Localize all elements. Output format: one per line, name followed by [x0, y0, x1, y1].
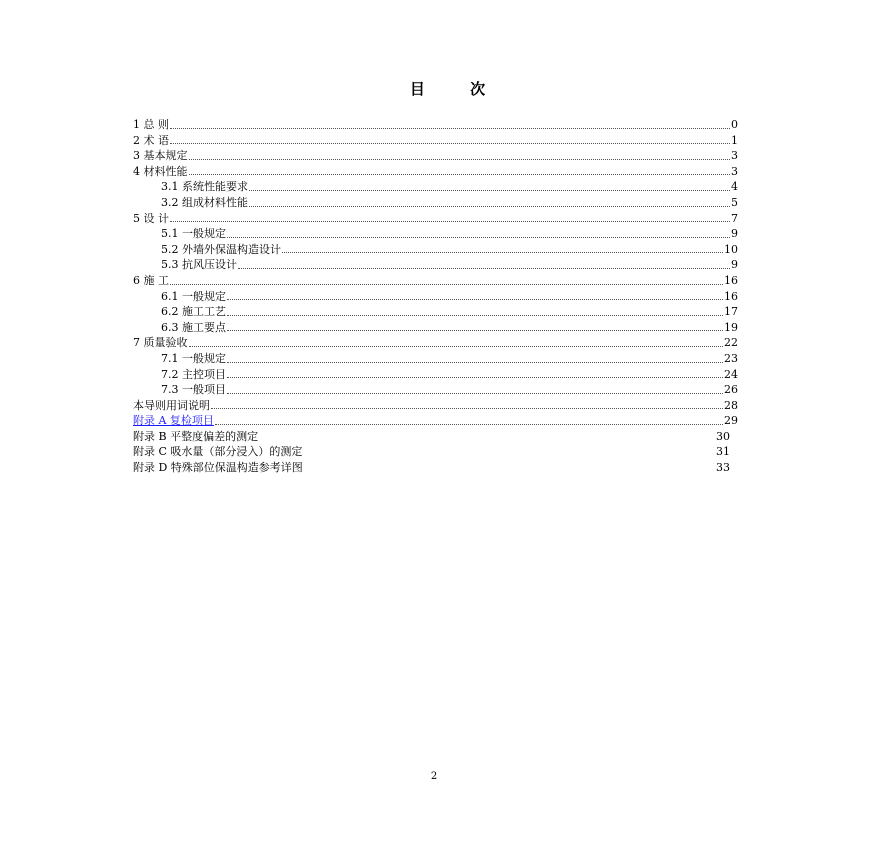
- dot-leader: [189, 159, 731, 160]
- toc-entry: [133, 460, 738, 476]
- toc-entry-page: 4: [731, 180, 738, 194]
- toc-entry-label: 附录 C 吸水量（部分浸入）的测定: [133, 445, 303, 459]
- toc-entry-label: 本导则用词说明: [133, 398, 210, 412]
- toc-entry-label: 6.1 一般规定: [161, 289, 226, 303]
- dot-leader: [170, 128, 730, 129]
- toc-title: 目 次: [409, 80, 506, 98]
- toc-entry-page: 19: [724, 320, 738, 334]
- toc-entry: [133, 148, 738, 164]
- toc-entry-label: 5.1 一般规定: [161, 227, 226, 241]
- toc-entry-page: 16: [724, 273, 738, 287]
- toc-entry-label: 6.3 施工要点: [161, 320, 226, 334]
- toc-entry-label: 3.2 组成材料性能: [161, 195, 248, 209]
- toc-entry-page: 9: [731, 258, 738, 272]
- toc-entry: [133, 367, 738, 383]
- toc-entry-label: 7.2 主控项目: [161, 367, 226, 381]
- toc-entry-page: 31: [716, 445, 730, 459]
- toc-entry-page: 16: [724, 289, 738, 303]
- dot-leader: [211, 408, 723, 409]
- toc-entry-page: 24: [724, 367, 738, 381]
- toc-entry: [133, 335, 738, 351]
- toc-entry-label: 7.1 一般规定: [161, 351, 226, 365]
- toc-entry-page: 28: [724, 398, 738, 412]
- dot-leader: [282, 252, 723, 253]
- dot-leader: [227, 362, 723, 363]
- toc-entry: [133, 117, 738, 133]
- toc-entry-page: 30: [716, 429, 730, 443]
- dot-leader: [227, 377, 723, 378]
- toc-entry: [133, 164, 738, 180]
- toc-entry: [133, 429, 738, 445]
- dot-leader: [227, 393, 723, 394]
- toc-entry: [133, 289, 738, 305]
- toc-entry: [133, 398, 738, 414]
- toc-entry: [133, 382, 738, 398]
- toc-entry-link[interactable]: 附录 A 复检项目: [133, 414, 214, 428]
- toc-entry-label: 3.1 系统性能要求: [161, 180, 248, 194]
- toc-entry-page: 9: [731, 227, 738, 241]
- toc-entry: [133, 179, 738, 195]
- toc-entry-page: 1: [731, 133, 738, 147]
- dot-leader: [170, 221, 730, 222]
- toc-entry-page: 0: [731, 118, 738, 131]
- toc-entry-label: 3 基本规定: [133, 149, 188, 163]
- dot-leader: [170, 143, 730, 144]
- toc-entry: [133, 273, 738, 289]
- toc-entry-label: 2 术 语: [133, 133, 169, 147]
- dot-leader: [189, 174, 731, 175]
- dot-leader: [227, 237, 730, 238]
- toc-entry: [133, 320, 738, 336]
- toc-entry-label: 1 总 则: [133, 118, 169, 131]
- toc-entry-page: 7: [731, 211, 738, 225]
- dot-leader: [227, 299, 723, 300]
- toc-entry-page: 26: [724, 383, 738, 397]
- page-number: 2: [430, 771, 438, 782]
- toc-entry-page: 23: [724, 351, 738, 365]
- dot-leader: [189, 346, 724, 347]
- toc-entry-label: 5.2 外墙外保温构造设计: [161, 242, 281, 256]
- toc-entry: [133, 195, 738, 211]
- dot-leader: [215, 424, 723, 425]
- dot-leader: [170, 284, 723, 285]
- toc-entry-page: 22: [724, 336, 738, 350]
- dot-leader: [227, 315, 723, 316]
- toc-entry-page: 17: [724, 305, 738, 319]
- toc-entry[interactable]: [133, 413, 738, 429]
- toc-entry: [133, 304, 738, 320]
- toc-entry-page: 10: [724, 242, 738, 256]
- toc-entry-page: 3: [731, 149, 738, 163]
- toc-entry-page: 33: [716, 461, 730, 475]
- toc-entry-label: 附录 B 平整度偏差的测定: [133, 429, 259, 443]
- toc-entry-page: 5: [731, 195, 738, 209]
- toc-entry-page: 3: [731, 164, 738, 178]
- table-of-contents: [133, 117, 738, 476]
- toc-entry-page: 29: [724, 414, 738, 428]
- dot-leader: [249, 206, 730, 207]
- toc-entry-label: 5.3 抗风压设计: [161, 258, 237, 272]
- toc-entry-label: 附录 D 特殊部位保温构造参考详图: [133, 461, 303, 475]
- toc-entry-label: 7 质量验收: [133, 336, 188, 350]
- toc-entry-label: 5 设 计: [133, 211, 169, 225]
- toc-entry-label: 4 材料性能: [133, 164, 188, 178]
- dot-leader: [238, 268, 730, 269]
- dot-leader: [249, 190, 730, 191]
- toc-entry: [133, 242, 738, 258]
- toc-entry-label: 6 施 工: [133, 273, 169, 287]
- toc-entry: [133, 133, 738, 149]
- toc-entry: [133, 211, 738, 227]
- toc-entry: [133, 351, 738, 367]
- dot-leader: [227, 330, 723, 331]
- toc-entry: [133, 226, 738, 242]
- toc-entry-label: 7.3 一般项目: [161, 383, 226, 397]
- toc-entry: [133, 257, 738, 273]
- toc-entry: [133, 444, 738, 460]
- toc-entry-label: 6.2 施工工艺: [161, 305, 226, 319]
